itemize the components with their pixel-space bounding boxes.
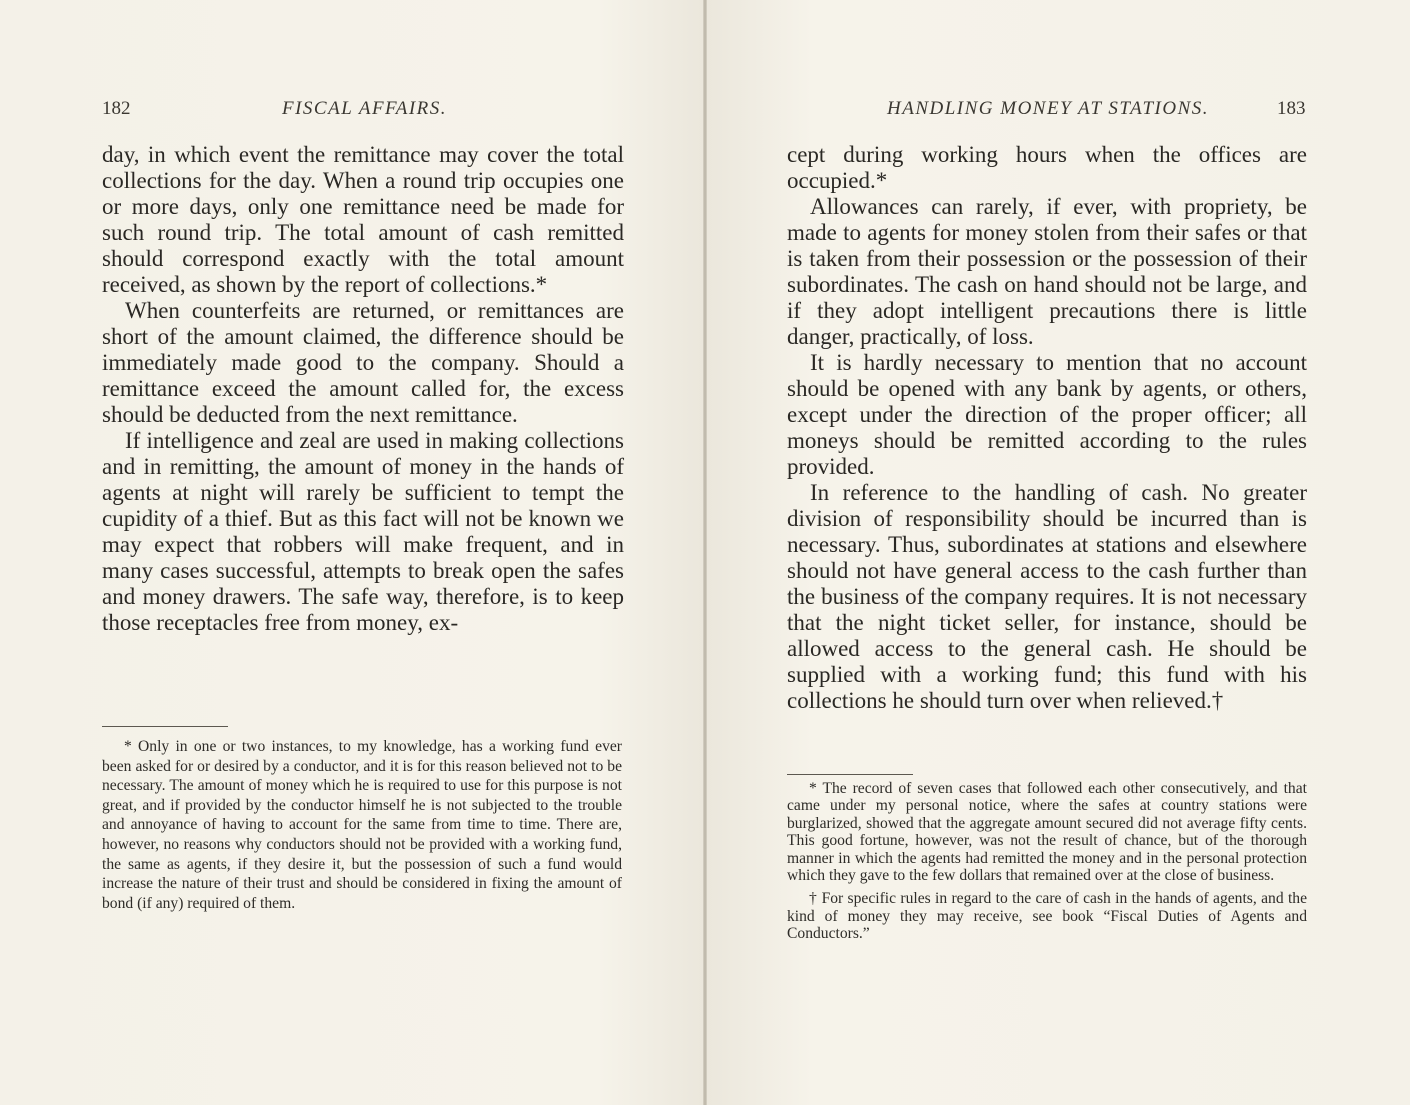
right-footnote-rule <box>787 774 913 775</box>
right-page <box>707 0 1410 1105</box>
left-footnote: * Only in one or two instances, to my knowledge, has a working fund ever been asked for or desired by a conductor, and it is for this reason believed not to be necessary. The amount of money which he is required to use for this purpose is not great, and if provided by the conductor himself he is not subjected to the trouble and annoyance of having to account for the same from time to time. There are, however, no reasons why conductors should not be provided with a working fund, the same as agents, if they desire it, but the possession of such a fund would increase the nature of their trust and should be considered in fixing the amount of bond (if any) required of them. <box>102 738 622 912</box>
right-paragraph: It is hardly necessary to mention that no account should be opened with any bank by agents, or others, except under the direction of the proper officer; all moneys should be remitted according to the rules provided. <box>787 350 1307 479</box>
left-paragraph: If intelligence and zeal are used in making collections and in remitting, the amount of money in the hands of agents at night will rarely be sufficient to tempt the cupidity of a thief. But as this fact will not be known we may expect that robbers will make frequent, and in many cases successful, attempts to break open the safes and money drawers. The safe way, therefore, is to keep those receptacles free from money, ex- <box>102 428 624 635</box>
right-footnote: * The record of seven cases that followed each other consecutively, and that came under my personal notice, where the safes at country stations were burglarized, showed that the aggregate amount secured did not average fifty cents. This good fortune, however, was not the result of chance, but of the thorough manner in which the agents had remitted the money and in the personal protection which they gave to the few dollars that remained over at the close of business. <box>787 780 1307 885</box>
left-paragraph: day, in which event the remittance may cover the total collections for the day. When a round trip occupies one or more days, only one remittance need be made for such round trip. The total amount of cash remitted should correspond exactly with the total amount received, as shown by the report of collections.* <box>102 142 624 297</box>
right-body-text <box>787 142 1307 714</box>
right-footnote: † For specific rules in regard to the care of cash in the hands of agents, and the kind of money they may receive, see book “Fiscal Duties of Agents and Conductors.” <box>787 890 1307 943</box>
left-running-title: FISCAL AFFAIRS. <box>282 98 447 119</box>
right-paragraph: In reference to the handling of cash. No greater division of responsibility should be incurred than is necessary. Thus, subordinates at stations and elsewhere should not have general access to the cash further than the business of the company requires. It is not necessary that the night ticket seller, for instance, should be allowed access to the general cash. He should be supplied with a working fund; this fund with his collections he should turn over when relieved.† <box>787 480 1307 713</box>
right-paragraph: cept during working hours when the offices are occupied.* <box>787 142 1307 193</box>
left-page <box>0 0 703 1105</box>
left-footnotes <box>102 737 622 913</box>
left-paragraph: When counterfeits are returned, or remittances are short of the amount claimed, the difference should be immediately made good to the company. Should a remittance exceed the amount called for, the excess should be deducted from the next remittance. <box>102 298 624 427</box>
left-body-text <box>102 142 624 636</box>
right-paragraph: Allowances can rarely, if ever, with propriety, be made to agents for money stolen from their safes or that is taken from their possession or the possession of their subordinates. The cash on hand should not be large, and if they adopt intelligent precautions there is little danger, practically, of loss. <box>787 194 1307 349</box>
left-footnote-rule <box>102 726 228 727</box>
right-footnotes <box>787 780 1307 943</box>
left-page-number: 182 <box>102 98 131 119</box>
right-page-number: 183 <box>1277 98 1306 119</box>
right-running-title: HANDLING MONEY AT STATIONS. <box>887 98 1210 119</box>
